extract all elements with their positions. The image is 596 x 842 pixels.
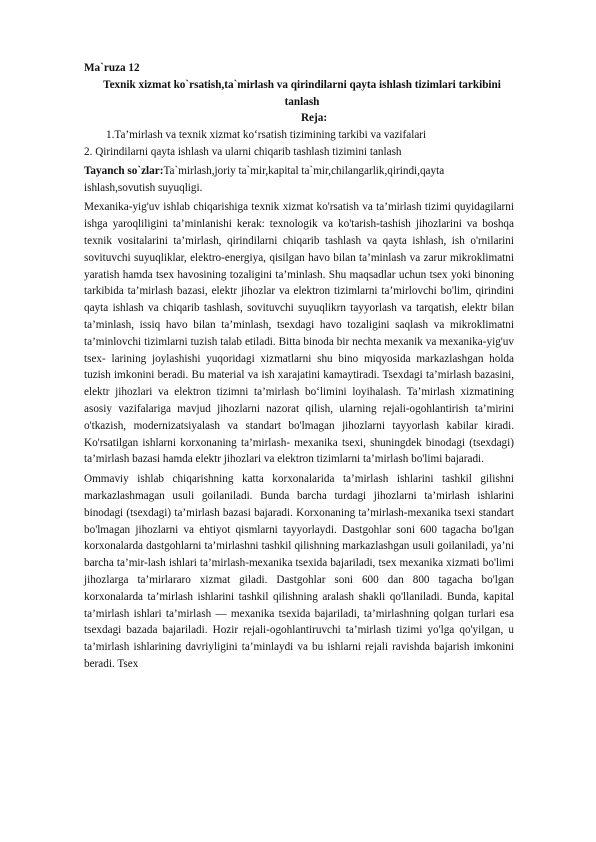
lecture-number: Ma`ruza 12: [84, 62, 140, 74]
document-body: [84, 60, 514, 673]
keywords-label: Tayanch so`zlar:: [84, 164, 164, 177]
paragraph-2: Ommaviy ishlab chiqarishning katta korxonalarida ta’mirlash ishlarini tashkil gilishni markazlashmagan usuli goilaniladi. Bunda barcha turdagi jihozlarni ta’mirlash ishlarini binodagi (tsexdagi) ta’mirlash bazasi bajaradi. Korxonaning ta’mirlash-mexanika tsexi standart bo'lmagan jihozlarni va ehtiyot qismlarni tayyorlaydi. Dastgohlar soni 600 tagacha bo'lgan korxonalarda dastgohlarni ta’mirlashni tashkil qilishning markazlashgan usuli goilaniladi, ya’ni barcha ta’mir-lash ishlari ta’mirlash-mexanika tsexida bajariladi, tsex mexanika xizmati bo'limi jihozlarga ta’mirlararo xizmat giladi. Dastgohlar soni 600 dan 800 tagacha bo'lgan korxonalarda ta’mirlash ishlarini tashkil qilishning aralash shakli qo'llaniladi. Bunda, kapital ta’mirlash ishlari ta’mirlash — mexanika tsexida bajariladi, ta’mirlashning qolgan turlari esa tsexdagi bazada bajariladi. Hozir rejali-ogohlantiruvchi ta’mirlash tizimi yo'lga qo'yilgan, u ta’mirlash ishlarining davriyligini ta’minlaydi va bu ishlarni rejali ravishda bajarish imkonini beradi. Tsex: [84, 473, 514, 670]
paragraph-1: Mexanika-yig'uv ishlab chiqarishiga texnik xizmat ko'rsatish va ta’mirlash tizimi quyidagilarni ishga yaroqliligini ta’minlanishi kerak: texnologik va ko'tarish-tashish jihozlarini va boshqa texnik vositalarini ta’mirlash, qirindilarni chiqarib tashlash va qayta ishlash, ish o'rnilarini sovituvchi suyuqliklar, elektro-energiya, qisilgan havo bilan ta’minlash va zarur mikroklimatni yaratish hamda tsex havosining tozaligini ta’minlash. Shu maqsadlar uchun tsex yoki binoning tarkibida ta’mirlash bazasi, elektr jihozlar va elektron tizimlarni ta’mirlovchi bo'lim, qirindini qayta ishlash va chiqarib tashlash, sovituvchi suyuqlikrn tayyorlash va tarqatish, elektr bilan ta’minlash, issiq havo bilan ta’minlash, tsexdagi havo tozaligini saqlash va mikroklimatni ta’minlovchi tizimlarni tuzish talab etiladi. Bitta binoda bir nechta mexanik va mexanika-yig'uv tsex- larining joylashishi yuqoridagi xizmatlarni shu bino miqyosida markazlashgan holda tuzish imkonini beradi. Bu material va ish xarajatini kamaytiradi. Tsexdagi ta’mirlash bazasini, elektr jihozlari va elektron tizimni ta’mirlash bo‘limini loyihalash. Ta’mirlash xizmatining asosiy vazifalariga mavjud jihozlarni nazorat qilish, ularning rejali-ogohlantirish ta’mirini o'tkazish, modernizatsiyalash va standart bo'lmagan jihozlarni tayyorlash kabilar kiradi. Ko'rsatilgan ishlarni korxonaning ta’mirlash- mexanika tsexi, shuningdek binodagi (tsexdagi) ta’mirlash bazasi hamda elektr jihozlari va elektron tizimlarni ta’mirlash bo'limi bajaradi.: [84, 201, 514, 466]
plan-label: Reja:: [300, 112, 328, 125]
keywords-text: Ta`mirlash,joriy ta`mir,kapital ta`mir,chilangarlik,qirindi,qayta ishlash,sovutish suyuqligi.: [84, 164, 445, 194]
plan-item-2: 2. Qirindilarni qayta ishlash va ularni chiqarib tashlash tizimini tanlash: [84, 145, 402, 158]
keywords-line: [84, 163, 514, 197]
plan-item-1: 1.Ta’mirlash va texnik xizmat ko‘rsatish tizimining tarkibi va vazifalari: [106, 129, 427, 142]
lecture-title: Texnik xizmat ko`rsatish,ta`mirlash va qirindilarni qayta ishlash tizimlari tarkibini tanlash: [103, 78, 501, 108]
